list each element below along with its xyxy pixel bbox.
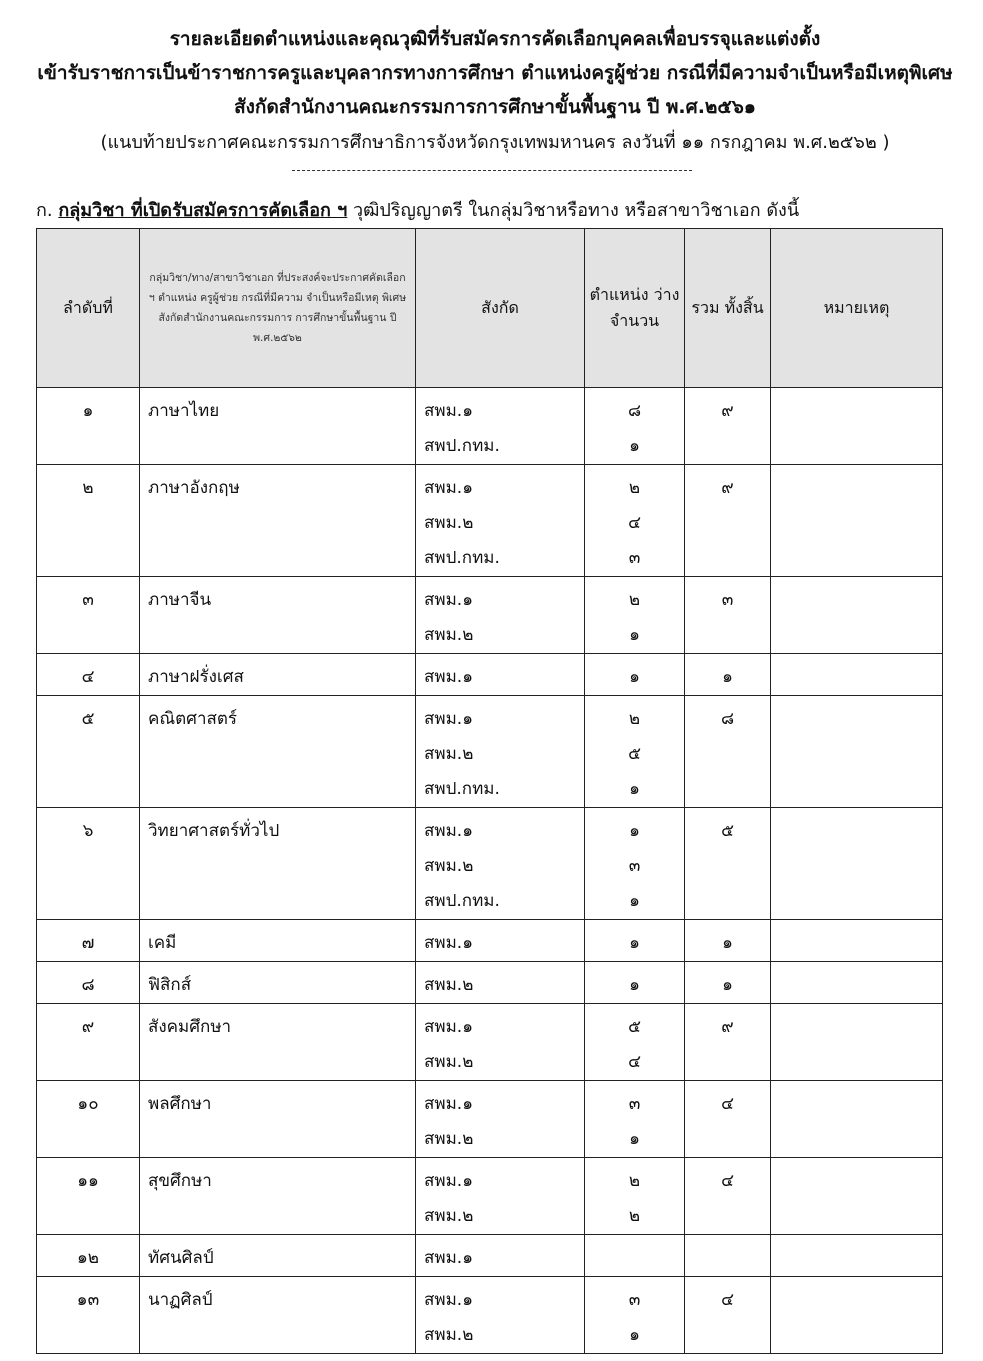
cell-total xyxy=(685,1004,771,1081)
total-count: ๕ xyxy=(721,821,734,841)
cell-subject xyxy=(140,808,416,920)
vacant-count: ๕ xyxy=(628,744,641,764)
affiliation: สพม.๒ xyxy=(424,513,474,533)
cell-affiliation xyxy=(416,1158,585,1235)
cell-no xyxy=(37,920,140,962)
empty-line xyxy=(685,772,770,807)
vacant-count: ๘ xyxy=(627,401,642,421)
vacant-count: ๔ xyxy=(628,513,641,533)
affiliation: สพม.๑ xyxy=(424,667,473,687)
empty-line xyxy=(37,429,139,464)
table-row xyxy=(37,808,943,920)
vacant-count: ๓ xyxy=(628,548,641,568)
cell-subject xyxy=(140,696,416,808)
cell-total xyxy=(685,920,771,962)
cell-subject xyxy=(140,962,416,1004)
cell-subject xyxy=(140,388,416,465)
row-number: ๑ xyxy=(82,401,94,421)
cell-remark xyxy=(771,1235,943,1277)
section-prefix: ก. xyxy=(36,200,59,221)
affiliation: สพม.๑ xyxy=(424,1290,473,1310)
header-remark: หมายเหตุ xyxy=(771,229,943,388)
cell-vacant xyxy=(585,388,685,465)
cell-vacant xyxy=(585,696,685,808)
empty-line xyxy=(140,618,415,653)
affiliation: สพม.๒ xyxy=(424,1325,474,1345)
subject-name: ทัศนศิลป์ xyxy=(148,1248,214,1268)
affiliation: สพม.๒ xyxy=(424,975,474,995)
cell-remark xyxy=(771,1004,943,1081)
subject-name: พลศึกษา xyxy=(148,1094,212,1114)
cell-vacant xyxy=(585,1277,685,1354)
affiliation: สพม.๒ xyxy=(424,744,474,764)
row-number: ๔ xyxy=(81,667,95,687)
subject-name: ภาษาจีน xyxy=(148,590,212,610)
cell-affiliation xyxy=(416,654,585,696)
row-number: ๙ xyxy=(81,1017,95,1037)
total-count: ๑ xyxy=(722,975,733,995)
empty-line xyxy=(685,618,770,653)
empty-line xyxy=(771,772,942,807)
cell-total xyxy=(685,654,771,696)
empty-line xyxy=(685,541,770,576)
table-row xyxy=(37,696,943,808)
empty-line xyxy=(140,506,415,541)
cell-subject xyxy=(140,1158,416,1235)
table-row xyxy=(37,1081,943,1158)
affiliation: สพม.๑ xyxy=(424,1171,473,1191)
empty-line xyxy=(771,968,942,1003)
affiliation: สพม.๑ xyxy=(424,933,473,953)
empty-line xyxy=(771,471,942,506)
vacant-count: ๑ xyxy=(629,625,640,645)
cell-affiliation xyxy=(416,577,585,654)
empty-line xyxy=(771,1164,942,1199)
section-underlined: กลุ่มวิชา ที่เปิดรับสมัครการคัดเลือก ฯ xyxy=(58,200,348,221)
cell-affiliation xyxy=(416,465,585,577)
cell-remark xyxy=(771,808,943,920)
cell-subject xyxy=(140,1235,416,1277)
cell-vacant xyxy=(585,962,685,1004)
empty-line xyxy=(37,737,139,772)
empty-line xyxy=(685,884,770,919)
vacant-count: ๑ xyxy=(629,667,640,687)
empty-line xyxy=(685,737,770,772)
vacant-count: ๒ xyxy=(628,590,641,610)
cell-remark xyxy=(771,654,943,696)
total-count: ๔ xyxy=(721,1290,734,1310)
cell-vacant xyxy=(585,808,685,920)
header-vacant: ตำแหน่ง ว่าง จำนวน xyxy=(585,229,685,388)
table-row xyxy=(37,465,943,577)
empty-line xyxy=(771,506,942,541)
row-number: ๑๒ xyxy=(77,1248,99,1268)
cell-subject xyxy=(140,920,416,962)
table-row xyxy=(37,1277,943,1354)
vacant-count: ๒ xyxy=(628,478,641,498)
cell-vacant xyxy=(585,1235,685,1277)
vacant-count: ๑ xyxy=(629,1129,640,1149)
table-header-row xyxy=(37,229,943,388)
empty-line xyxy=(37,541,139,576)
cell-affiliation xyxy=(416,388,585,465)
heading-line-3: สังกัดสำนักงานคณะกรรมการการศึกษาขั้นพื้นฐาน ปี พ.ศ.๒๕๖๑ xyxy=(234,96,756,118)
table-row xyxy=(37,577,943,654)
cell-no xyxy=(37,1081,140,1158)
empty-line xyxy=(771,1045,942,1080)
cell-affiliation xyxy=(416,1081,585,1158)
table-row xyxy=(37,920,943,962)
subject-name: ภาษาไทย xyxy=(148,401,220,421)
subject-name: วิทยาศาสตร์ทั่วไป xyxy=(148,821,280,841)
empty-line xyxy=(37,1122,139,1157)
empty-line xyxy=(771,849,942,884)
empty-line xyxy=(37,884,139,919)
empty-line xyxy=(771,1087,942,1122)
vacant-count: ๒ xyxy=(628,1171,641,1191)
section-title xyxy=(36,197,956,225)
empty-line xyxy=(37,1199,139,1234)
vacant-count: ๓ xyxy=(628,1094,641,1114)
affiliation: สพม.๒ xyxy=(424,1206,474,1226)
cell-total xyxy=(685,696,771,808)
table-row xyxy=(37,962,943,1004)
row-number: ๗ xyxy=(81,933,95,953)
empty-line xyxy=(685,849,770,884)
heading-line-4: (แนบท้ายประกาศคณะกรรมการศึกษาธิการจังหวัดกรุงเทพมหานคร ลงวันที่ ๑๑ กรกฎาคม พ.ศ.๒๕๖๒ ) xyxy=(100,132,890,153)
empty-line xyxy=(37,772,139,807)
empty-line xyxy=(771,429,942,464)
cell-vacant xyxy=(585,1158,685,1235)
subject-name: คณิตศาสตร์ xyxy=(148,709,238,729)
empty-line xyxy=(771,702,942,737)
vacant-count: ๕ xyxy=(628,1017,641,1037)
cell-total xyxy=(685,1235,771,1277)
affiliation: สพม.๑ xyxy=(424,821,473,841)
vacant-count: ๓ xyxy=(628,1290,641,1310)
total-count: ๓ xyxy=(721,590,734,610)
cell-affiliation xyxy=(416,1235,585,1277)
cell-remark xyxy=(771,920,943,962)
empty-line xyxy=(685,429,770,464)
empty-line xyxy=(140,541,415,576)
empty-line xyxy=(771,618,942,653)
affiliation: สพม.๑ xyxy=(424,590,473,610)
empty-line xyxy=(140,1045,415,1080)
cell-affiliation xyxy=(416,1277,585,1354)
cell-subject xyxy=(140,577,416,654)
cell-no xyxy=(37,577,140,654)
empty-line xyxy=(37,1318,139,1353)
cell-total xyxy=(685,465,771,577)
cell-vacant xyxy=(585,1004,685,1081)
positions-table xyxy=(36,228,943,1354)
empty-line xyxy=(140,429,415,464)
empty-line xyxy=(685,1199,770,1234)
cell-affiliation xyxy=(416,1004,585,1081)
table-row xyxy=(37,654,943,696)
header-total: รวม ทั้งสิ้น xyxy=(685,229,771,388)
empty-line xyxy=(771,884,942,919)
vacant-count: ๑ xyxy=(629,821,640,841)
empty-line xyxy=(771,1010,942,1045)
cell-remark xyxy=(771,388,943,465)
empty-line xyxy=(140,772,415,807)
row-number: ๕ xyxy=(81,709,95,729)
vacant-count: ๑ xyxy=(629,436,640,456)
subject-name: นาฏศิลป์ xyxy=(148,1290,213,1310)
cell-vacant xyxy=(585,1081,685,1158)
dashed-divider xyxy=(292,170,692,171)
heading-line-2: เข้ารับราชการเป็นข้าราชการครูและบุคลากรทางการศึกษา ตำแหน่งครูผู้ช่วย กรณีที่มีความจำเป็นหรือมีเหตุพิเศษ xyxy=(37,62,953,84)
total-count: ๔ xyxy=(721,1094,734,1114)
empty-line xyxy=(37,618,139,653)
empty-line xyxy=(771,394,942,429)
affiliation: สพม.๒ xyxy=(424,1129,474,1149)
vacant-count: ๒ xyxy=(628,1206,641,1226)
cell-total xyxy=(685,808,771,920)
total-count: ๙ xyxy=(721,478,734,498)
vacant-count: ๒ xyxy=(628,709,641,729)
empty-line xyxy=(140,1122,415,1157)
total-count: ๘ xyxy=(720,709,735,729)
cell-total xyxy=(685,1081,771,1158)
total-count: ๙ xyxy=(721,1017,734,1037)
cell-no xyxy=(37,388,140,465)
row-number: ๘ xyxy=(81,975,95,995)
cell-no xyxy=(37,654,140,696)
affiliation: สพป.กทม. xyxy=(424,436,500,456)
header-subject: กลุ่มวิชา/ทาง/สาขาวิชาเอก ที่ประสงค์จะประกาศคัดเลือก ฯ ตำแหน่ง ครูผู้ช่วย กรณีที่มีความ จำเป็นหรือมีเหตุ พิเศษ สังกัดสำนักงานคณะกรรมการ การศึกษาขั้นพื้นฐาน ปี พ.ศ.๒๕๖๒ xyxy=(140,229,416,388)
row-number: ๑๑ xyxy=(77,1171,99,1191)
empty-line xyxy=(37,506,139,541)
cell-no xyxy=(37,465,140,577)
affiliation: สพม.๒ xyxy=(424,856,474,876)
cell-no xyxy=(37,1277,140,1354)
subject-name: ฟิสิกส์ xyxy=(148,975,192,995)
empty-line xyxy=(685,1122,770,1157)
cell-no xyxy=(37,1235,140,1277)
affiliation: สพป.กทม. xyxy=(424,548,500,568)
table-body xyxy=(37,388,943,1354)
empty-line xyxy=(771,926,942,961)
affiliation: สพม.๑ xyxy=(424,401,473,421)
table-row xyxy=(37,388,943,465)
empty-line xyxy=(140,884,415,919)
subject-name: เคมี xyxy=(148,933,177,953)
total-count: ๙ xyxy=(721,401,734,421)
row-number: ๓ xyxy=(82,590,94,610)
empty-line xyxy=(37,849,139,884)
vacant-count xyxy=(585,1241,684,1276)
row-number: ๑๓ xyxy=(76,1290,100,1310)
subject-name: ภาษาฝรั่งเศส xyxy=(148,667,244,687)
affiliation: สพม.๑ xyxy=(424,709,473,729)
cell-no xyxy=(37,696,140,808)
cell-vacant xyxy=(585,920,685,962)
affiliation: สพป.กทม. xyxy=(424,891,500,911)
empty-line xyxy=(771,1283,942,1318)
cell-remark xyxy=(771,1081,943,1158)
cell-vacant xyxy=(585,465,685,577)
cell-no xyxy=(37,1004,140,1081)
affiliation: สพม.๑ xyxy=(424,1017,473,1037)
empty-line xyxy=(685,1045,770,1080)
vacant-count: ๓ xyxy=(628,856,641,876)
table-row xyxy=(37,1004,943,1081)
cell-remark xyxy=(771,577,943,654)
cell-affiliation xyxy=(416,696,585,808)
cell-total xyxy=(685,577,771,654)
cell-remark xyxy=(771,1158,943,1235)
empty-line xyxy=(771,660,942,695)
empty-line xyxy=(771,737,942,772)
row-number: ๑๐ xyxy=(77,1094,99,1114)
vacant-count: ๑ xyxy=(629,933,640,953)
cell-subject xyxy=(140,465,416,577)
cell-total xyxy=(685,1277,771,1354)
empty-line xyxy=(771,1122,942,1157)
empty-line xyxy=(140,737,415,772)
cell-subject xyxy=(140,654,416,696)
affiliation: สพม.๒ xyxy=(424,625,474,645)
total-count: ๔ xyxy=(721,1171,734,1191)
cell-remark xyxy=(771,1277,943,1354)
cell-vacant xyxy=(585,577,685,654)
empty-line xyxy=(37,1045,139,1080)
cell-remark xyxy=(771,962,943,1004)
empty-line xyxy=(685,506,770,541)
cell-no xyxy=(37,962,140,1004)
vacant-count: ๔ xyxy=(628,1052,641,1072)
section-rest: วุฒิปริญญาตรี ในกลุ่มวิชาหรือทาง หรือสาขาวิชาเอก ดังนี้ xyxy=(347,200,800,221)
empty-line xyxy=(140,1199,415,1234)
cell-affiliation xyxy=(416,920,585,962)
header-no: ลำดับที่ xyxy=(37,229,140,388)
empty-line xyxy=(140,849,415,884)
cell-total xyxy=(685,388,771,465)
header-affiliation: สังกัด xyxy=(416,229,585,388)
subject-name: สังคมศึกษา xyxy=(148,1017,232,1037)
empty-line xyxy=(771,1199,942,1234)
table-row xyxy=(37,1158,943,1235)
empty-line xyxy=(771,1241,942,1276)
table-row xyxy=(37,1235,943,1277)
vacant-count: ๑ xyxy=(629,891,640,911)
subject-name: ภาษาอังกฤษ xyxy=(148,478,240,498)
total-count xyxy=(685,1241,770,1276)
cell-remark xyxy=(771,465,943,577)
row-number: ๒ xyxy=(82,478,94,498)
vacant-count: ๑ xyxy=(629,779,640,799)
subject-name: สุขศึกษา xyxy=(148,1171,212,1191)
affiliation: สพป.กทม. xyxy=(424,779,500,799)
cell-affiliation xyxy=(416,808,585,920)
vacant-count: ๑ xyxy=(629,975,640,995)
total-count: ๑ xyxy=(722,667,733,687)
cell-subject xyxy=(140,1277,416,1354)
empty-line xyxy=(771,1318,942,1353)
row-number: ๖ xyxy=(82,821,94,841)
empty-line xyxy=(771,814,942,849)
cell-subject xyxy=(140,1081,416,1158)
affiliation: สพม.๑ xyxy=(424,1248,473,1268)
total-count: ๑ xyxy=(722,933,733,953)
cell-total xyxy=(685,962,771,1004)
vacant-count: ๑ xyxy=(629,1325,640,1345)
affiliation: สพม.๑ xyxy=(424,1094,473,1114)
empty-line xyxy=(771,541,942,576)
cell-subject xyxy=(140,1004,416,1081)
cell-remark xyxy=(771,696,943,808)
cell-total xyxy=(685,1158,771,1235)
cell-affiliation xyxy=(416,962,585,1004)
empty-line xyxy=(140,1318,415,1353)
empty-line xyxy=(685,1318,770,1353)
heading-line-1: รายละเอียดตำแหน่งและคุณวุฒิที่รับสมัครการคัดเลือกบุคคลเพื่อบรรจุและแต่งตั้ง xyxy=(169,28,821,50)
affiliation: สพม.๒ xyxy=(424,1052,474,1072)
affiliation: สพม.๑ xyxy=(424,478,473,498)
cell-no xyxy=(37,1158,140,1235)
empty-line xyxy=(771,583,942,618)
cell-no xyxy=(37,808,140,920)
cell-vacant xyxy=(585,654,685,696)
